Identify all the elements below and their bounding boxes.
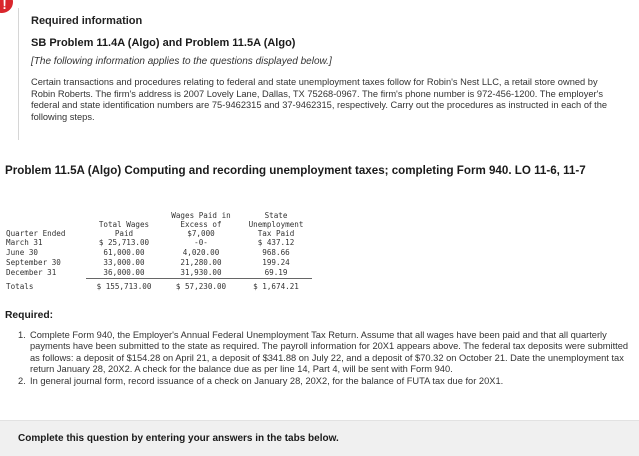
table-row bbox=[6, 248, 312, 258]
table-totals-row bbox=[6, 279, 312, 293]
cell-totals-label: Totals bbox=[6, 281, 34, 291]
info-heading: Required information bbox=[31, 15, 143, 27]
header-excess: Wages Paid in Excess of $7,000 bbox=[171, 211, 231, 238]
cell-total-wages: 61,000.00 bbox=[103, 248, 145, 257]
header-state-tax: State Unemployment Tax Paid bbox=[248, 211, 304, 238]
instruction-text: Complete this question by entering your answers in the tabs below. bbox=[18, 433, 339, 444]
cell-excess: 4,020.00 bbox=[182, 248, 220, 257]
header-total-wages: Total Wages Paid bbox=[98, 220, 150, 238]
cell-total-wages: 33,000.00 bbox=[103, 258, 145, 267]
item-number: 1. bbox=[18, 330, 26, 340]
cell-excess: 21,280.00 bbox=[180, 258, 222, 267]
table-header-row bbox=[6, 211, 312, 238]
cell-state-tax: 199.24 bbox=[262, 258, 290, 267]
cell-total-wages: 36,000.00 bbox=[103, 268, 145, 277]
cell-state-tax: $ 437.12 bbox=[257, 238, 295, 247]
list-item bbox=[18, 330, 630, 376]
list-item bbox=[18, 376, 630, 387]
required-information-box bbox=[18, 8, 628, 140]
cell-state-tax-total: $ 1,674.21 bbox=[240, 279, 312, 293]
cell-excess-total: $ 57,230.00 bbox=[162, 279, 240, 293]
cell-state-tax: 968.66 bbox=[262, 248, 290, 257]
alert-icon: ! bbox=[0, 0, 13, 13]
required-label: Required: bbox=[5, 310, 54, 321]
problem-title: SB Problem 11.4A (Algo) and Problem 11.5A (Algo) bbox=[31, 37, 296, 49]
cell-quarter: March 31 bbox=[6, 238, 43, 247]
header-quarter: Quarter Ended bbox=[6, 229, 66, 238]
item-text: In general journal form, record issuance of a check on January 28, 20X2, for the balance of FUTA tax due for 20X1. bbox=[30, 375, 504, 386]
cell-quarter: December 31 bbox=[6, 268, 57, 278]
cell-quarter: June 30 bbox=[6, 248, 39, 257]
cell-excess: 31,930.00 bbox=[180, 268, 222, 277]
section-title: Problem 11.5A (Algo) Computing and recording unemployment taxes; completing Form 940. LO 11-6, 11-7 bbox=[5, 164, 586, 177]
info-note: [The following information applies to the questions displayed below.] bbox=[31, 56, 332, 67]
payroll-table bbox=[6, 211, 312, 292]
table-row bbox=[6, 258, 312, 268]
instruction-bar bbox=[0, 420, 639, 456]
required-list bbox=[18, 330, 630, 387]
table-row bbox=[6, 268, 312, 279]
info-description: Certain transactions and procedures relating to federal and state unemployment taxes follow for Robin's Nest LLC, a retail store owned by Robin Roberts. The firm's address is 2007 Lovely Lane, Dallas, TX 75268-0967. The firm's phone number is 972-456-1200. The employer's federal and state identification numbers are 75-9462315 and 37-9462315, respectively. Carry out the procedures as instructed in each of the following steps. bbox=[31, 77, 608, 122]
cell-total-wages-total: $ 155,713.00 bbox=[86, 279, 162, 293]
item-number: 2. bbox=[18, 375, 26, 386]
cell-state-tax: 69.19 bbox=[264, 268, 288, 277]
cell-excess: -0- bbox=[194, 238, 208, 247]
table-row bbox=[6, 238, 312, 248]
cell-total-wages: $ 25,713.00 bbox=[98, 238, 150, 247]
item-text: Complete Form 940, the Employer's Annual Federal Unemployment Tax Return. Assume that all wages have been paid and that all quarterly payments have been submitted to the state as required. The payroll information for 20X1 appears above. The federal tax deposits were submitted as follows: a deposit of $154.28 on April 21, a deposit of $341.88 on July 22, and a deposit of $70.32 on October 21. Date the unemployment tax return January 28, 20X2. A check for the balance due as per line 14, Part 4, will be sent with Form 940. bbox=[30, 330, 629, 375]
cell-quarter: September 30 bbox=[6, 258, 61, 267]
